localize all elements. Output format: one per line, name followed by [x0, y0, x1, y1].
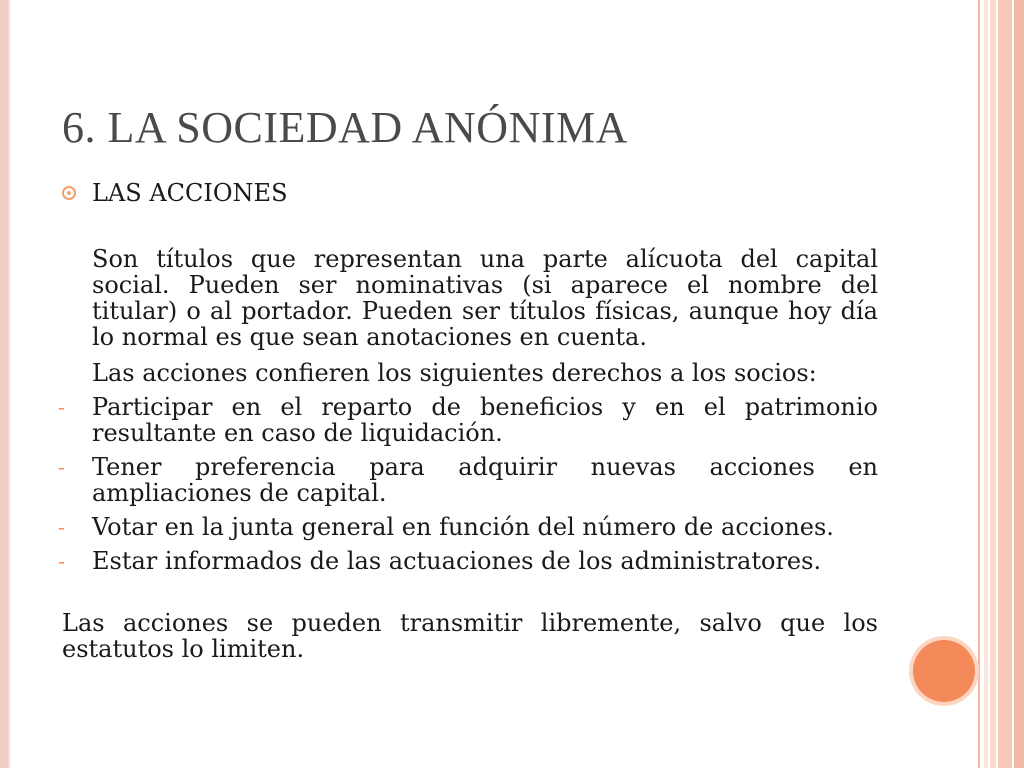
section-heading — [62, 180, 878, 206]
list-item-text: Participar en el reparto de beneficios y en el patrimonio resultante en caso de liquidación. — [92, 393, 878, 447]
right-border-stripes — [976, 0, 1024, 768]
left-border-decoration — [0, 0, 8, 768]
list-item-text: Tener preferencia para adquirir nuevas acciones en ampliaciones de capital. — [92, 453, 878, 507]
list-item — [58, 547, 878, 575]
circle-bullet-icon — [62, 186, 76, 200]
list-item — [58, 393, 878, 447]
border-stripe — [990, 0, 996, 768]
dash-bullet-icon: - — [58, 455, 65, 479]
slide-content — [58, 179, 878, 663]
list-item-text: Votar en la junta general en función del número de acciones. — [92, 513, 834, 541]
dash-bullet-icon: - — [58, 395, 65, 419]
border-stripe — [984, 0, 988, 768]
rights-list — [58, 393, 878, 575]
border-stripe — [1014, 0, 1024, 768]
section-heading-text: LAS ACCIONES — [92, 179, 288, 207]
border-stripe — [998, 0, 1012, 768]
slide-title: 6. LA SOCIEDAD ANÓNIMA — [62, 103, 628, 152]
closing-paragraph: Las acciones se pueden transmitir libremente, salvo que los estatutos lo limiten. — [62, 609, 878, 663]
left-border-line — [8, 0, 10, 768]
border-stripe — [978, 0, 980, 768]
list-item-text: Estar informados de las actuaciones de los administratores. — [92, 547, 822, 575]
definition-paragraph: Son títulos que representan una parte alícuota del capital social. Pueden ser nominativas (si aparece el nombre del titular) o al portador. Pueden ser títulos físicas, aunque hoy día lo normal es que sean anotaciones en cuenta. — [92, 245, 878, 351]
dash-bullet-icon: - — [58, 549, 65, 573]
rights-intro: Las acciones confieren los siguientes derechos a los socios: — [92, 359, 817, 387]
list-item — [58, 513, 878, 541]
dash-bullet-icon: - — [58, 515, 65, 539]
decorative-circle — [913, 640, 975, 702]
list-item — [58, 453, 878, 507]
